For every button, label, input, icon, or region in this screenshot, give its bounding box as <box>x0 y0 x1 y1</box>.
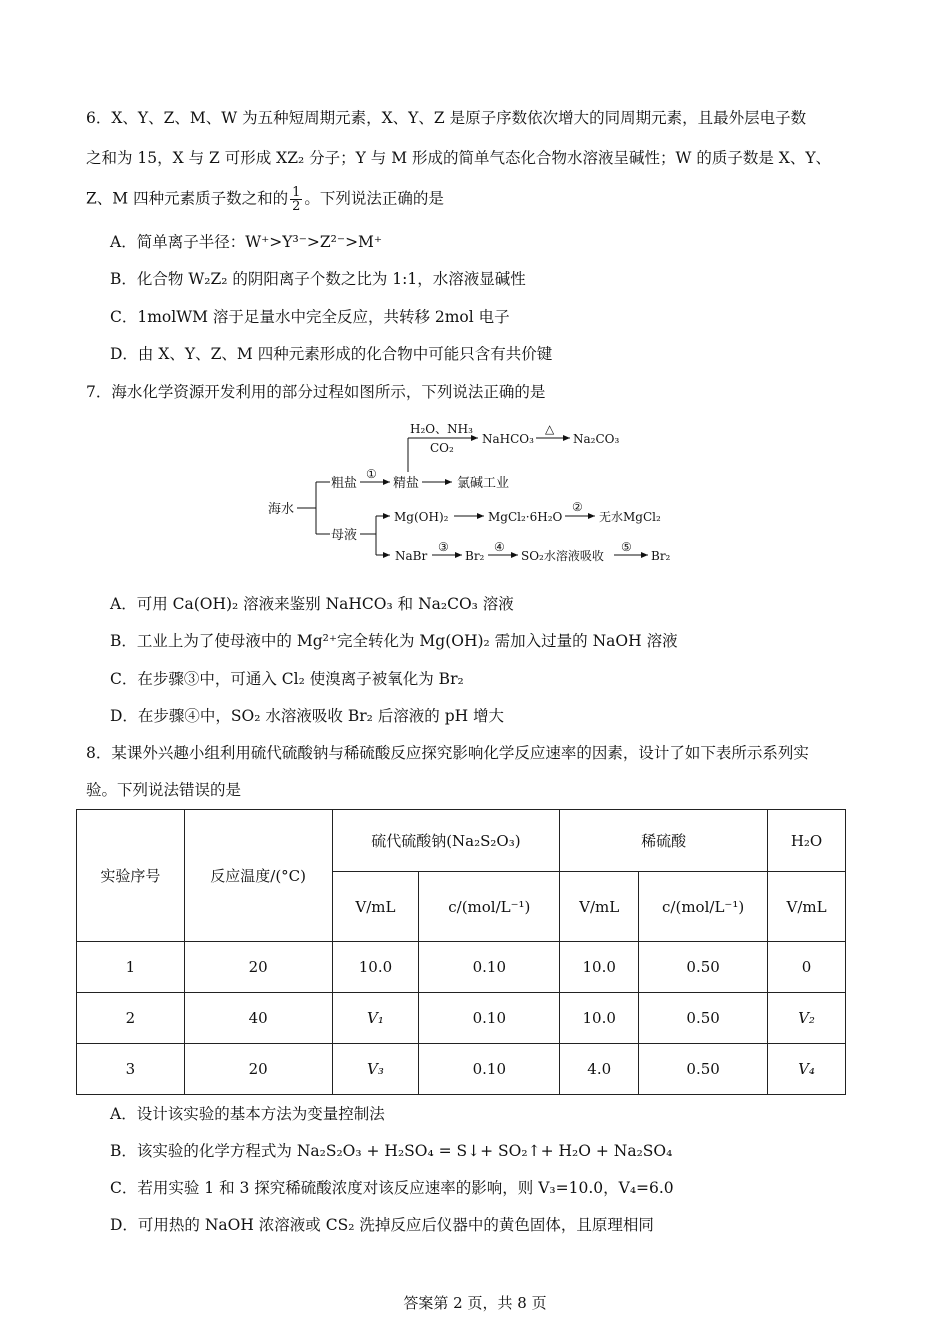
page-footer: 答案第 2 页，共 8 页 <box>403 1294 547 1312</box>
diagram-seawater: 海水 <box>268 502 295 517</box>
diagram-chlor-alkali: 氯碱工业 <box>457 476 510 491</box>
q7-option-a: A．可用 Ca(OH)₂ 溶液来鉴别 NaHCO₃ 和 Na₂CO₃ 溶液 <box>110 595 514 613</box>
table-cell: 10.0 <box>560 993 639 1044</box>
table-cell: 10.0 <box>560 942 639 993</box>
diagram-na2co3: Na₂CO₃ <box>573 432 620 446</box>
table-cell: 1 <box>77 942 185 993</box>
diagram-step-3: ③ <box>438 540 449 554</box>
table-row <box>77 942 846 993</box>
diagram-reagent-co2: CO₂ <box>430 441 454 455</box>
q7-stem: 7．海水化学资源开发利用的部分过程如图所示，下列说法正确的是 <box>86 383 546 401</box>
header-dilute-acid: 稀硫酸 <box>560 810 768 872</box>
table-row <box>77 1044 846 1095</box>
diagram-anhydrous-mgcl2: 无水MgCl₂ <box>599 510 661 524</box>
table-cell: 40 <box>184 993 332 1044</box>
header-water-volume: V/mL <box>768 872 846 942</box>
header-temperature: 反应温度/(°C) <box>184 810 332 942</box>
table-cell: 4.0 <box>560 1044 639 1095</box>
table-cell: 0.10 <box>419 942 560 993</box>
table-cell: V₄ <box>768 1044 846 1095</box>
q6-stem-line1: 6．X、Y、Z、M、W 为五种短周期元素，X、Y、Z 是原子序数依次增大的同周期元素，且最外层电子数 <box>86 109 807 127</box>
table-cell: V₁ <box>332 993 419 1044</box>
header-acid-volume: V/mL <box>560 872 639 942</box>
header-thio-volume: V/mL <box>332 872 419 942</box>
table-cell: 0.50 <box>639 942 768 993</box>
diagram-step-1: ① <box>366 467 377 481</box>
table-cell: 20 <box>184 1044 332 1095</box>
diagram-nahco3: NaHCO₃ <box>482 432 534 446</box>
table-cell: 3 <box>77 1044 185 1095</box>
diagram-step-5: ⑤ <box>621 540 632 554</box>
diagram-mgoh2: Mg(OH)₂ <box>394 510 449 524</box>
q6-option-d: D．由 X、Y、Z、M 四种元素形成的化合物中可能只含有共价键 <box>110 345 553 363</box>
q8-option-c: C．若用实验 1 和 3 探究稀硫酸浓度对该反应速率的影响，则 V₃=10.0，V₄=6.0 <box>110 1179 674 1197</box>
q7-option-c: C．在步骤③中，可通入 Cl₂ 使溴离子被氧化为 Br₂ <box>110 670 464 688</box>
table-cell: 10.0 <box>332 942 419 993</box>
diagram-br2-b: Br₂ <box>651 549 671 563</box>
diagram-step-2: ② <box>572 500 583 514</box>
diagram-heat: △ <box>545 422 555 436</box>
q6-stem-line3-post: 。下列说法正确的是 <box>304 189 444 208</box>
table-cell: V₂ <box>768 993 846 1044</box>
diagram-so2-absorb: SO₂水溶液吸收 <box>521 549 604 563</box>
table-cell: V₃ <box>332 1044 419 1095</box>
diagram-crude-salt: 粗盐 <box>331 476 358 491</box>
header-water: H₂O <box>768 810 846 872</box>
q8-stem-line2: 验。下列说法错误的是 <box>86 781 242 799</box>
header-exp-no: 实验序号 <box>77 810 185 942</box>
header-thio-conc: c/(mol/L⁻¹) <box>419 872 560 942</box>
table-cell: 0.10 <box>419 1044 560 1095</box>
q8-option-b: B．该实验的化学方程式为 Na₂S₂O₃ + H₂SO₄ = S↓+ SO₂↑+ H₂O + Na₂SO₄ <box>110 1142 673 1160</box>
q7-option-b: B．工业上为了使母液中的 Mg²⁺完全转化为 Mg(OH)₂ 需加入过量的 NaOH 溶液 <box>110 632 678 650</box>
diagram-reagents-h2o-nh3: H₂O、NH₃ <box>410 422 473 436</box>
q8-option-d: D．可用热的 NaOH 浓溶液或 CS₂ 洗掉反应后仪器中的黄色固体，且原理相同 <box>110 1216 654 1234</box>
table-cell: 20 <box>184 942 332 993</box>
diagram-br2-a: Br₂ <box>465 549 485 563</box>
diagram-refined-salt: 精盐 <box>393 476 420 491</box>
fraction-numerator: 1 <box>292 185 301 200</box>
table-cell: 0.10 <box>419 993 560 1044</box>
experiment-table <box>76 809 846 1095</box>
table-cell: 2 <box>77 993 185 1044</box>
q6-option-a: A．简单离子半径：W⁺>Y³⁻>Z²⁻>M⁺ <box>110 233 383 251</box>
q6-option-b: B．化合物 W₂Z₂ 的阴阳离子个数之比为 1:1，水溶液显碱性 <box>110 270 526 288</box>
seawater-process-diagram <box>0 0 950 600</box>
diagram-nabr: NaBr <box>395 549 428 563</box>
fraction-denominator: 2 <box>292 199 301 214</box>
table-cell: 0.50 <box>639 993 768 1044</box>
header-acid-conc: c/(mol/L⁻¹) <box>639 872 768 942</box>
header-thiosulfate: 硫代硫酸钠(Na₂S₂O₃) <box>332 810 560 872</box>
table-cell: 0 <box>768 942 846 993</box>
q6-stem-line2: 之和为 15，X 与 Z 可形成 XZ₂ 分子；Y 与 M 形成的简单气态化合物水溶液呈碱性；W 的质子数是 X、Y、 <box>86 149 832 167</box>
q8-option-a: A．设计该实验的基本方法为变量控制法 <box>110 1105 385 1123</box>
table-cell: 0.50 <box>639 1044 768 1095</box>
diagram-mgcl2-hydrate: MgCl₂·6H₂O <box>488 510 563 524</box>
q7-option-d: D．在步骤④中，SO₂ 水溶液吸收 Br₂ 后溶液的 pH 增大 <box>110 707 505 725</box>
diagram-step-4: ④ <box>494 540 505 554</box>
table-row <box>77 993 846 1044</box>
q8-stem-line1: 8．某课外兴趣小组利用硫代硫酸钠与稀硫酸反应探究影响化学反应速率的因素，设计了如下表所示系列实 <box>86 744 809 762</box>
q6-stem-line3-pre: Z、M 四种元素质子数之和的 <box>86 189 289 208</box>
q6-option-c: C．1molWM 溶于足量水中完全反应，共转移 2mol 电子 <box>110 308 510 326</box>
diagram-mother-liquor: 母液 <box>331 528 358 543</box>
